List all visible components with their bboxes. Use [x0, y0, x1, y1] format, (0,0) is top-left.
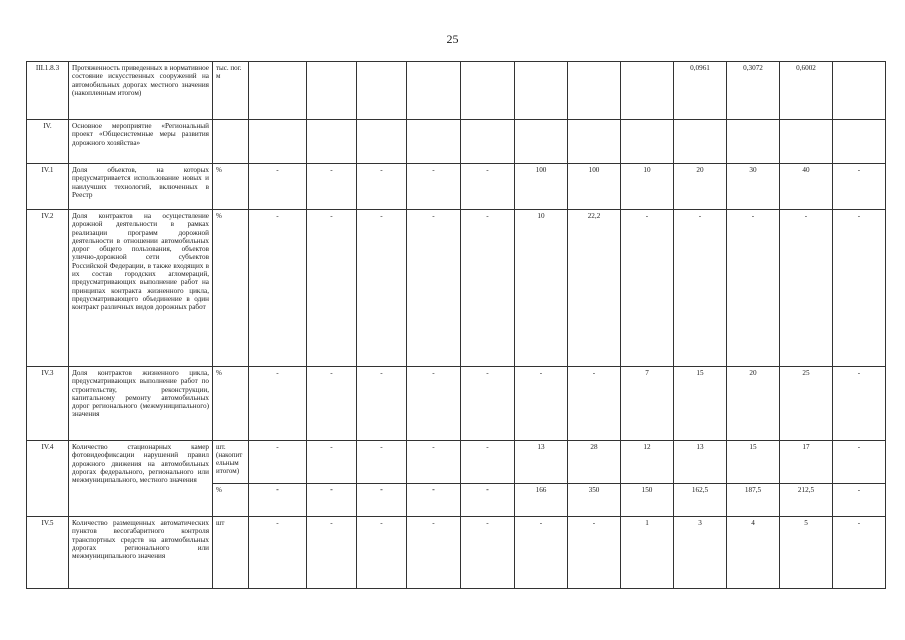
value-cell: - [461, 367, 515, 441]
value-cell [727, 120, 780, 164]
value-cell: 40 [780, 164, 833, 210]
value-cell: 15 [674, 367, 727, 441]
value-cell: - [307, 517, 357, 589]
value-cell: - [407, 164, 461, 210]
row-number: III.1.8.3 [27, 62, 69, 120]
value-cell: - [621, 210, 674, 367]
value-cell: 22,2 [568, 210, 621, 367]
value-cell: 17 [780, 441, 833, 484]
value-cell: - [357, 441, 407, 484]
indicators-table [26, 61, 886, 589]
indicator-name: Доля объектов, на которых предусматривается использование новых и наилучших технологий, включенных в Реестр [69, 164, 213, 210]
value-cell [307, 62, 357, 120]
value-cell [568, 62, 621, 120]
value-cell: - [568, 367, 621, 441]
value-cell: - [833, 164, 886, 210]
value-cell: - [780, 210, 833, 367]
value-cell [833, 120, 886, 164]
value-cell [621, 120, 674, 164]
value-cell: 30 [727, 164, 780, 210]
row-number: IV. [27, 120, 69, 164]
value-cell: - [407, 484, 461, 517]
value-cell: - [833, 367, 886, 441]
value-cell: 20 [674, 164, 727, 210]
value-cell: - [249, 164, 307, 210]
value-cell: 0,6002 [780, 62, 833, 120]
value-cell: - [307, 164, 357, 210]
value-cell: - [461, 517, 515, 589]
row-number: IV.4 [27, 441, 69, 517]
value-cell: 10 [621, 164, 674, 210]
value-cell [833, 62, 886, 120]
value-cell: 187,5 [727, 484, 780, 517]
value-cell: - [833, 484, 886, 517]
value-cell: - [727, 210, 780, 367]
value-cell: - [407, 210, 461, 367]
value-cell: - [833, 210, 886, 367]
value-cell: 100 [515, 164, 568, 210]
value-cell: 100 [568, 164, 621, 210]
value-cell: 28 [568, 441, 621, 484]
value-cell [249, 120, 307, 164]
indicator-name: Доля контрактов на осуществление дорожной деятельности в рамках реализации программ дорожной деятельности в отношении автомобильных дорог общего пользования, объектов улично-дорожной сети субъектов Российской Федерации, в также входящих в их состав городских агломераций, предусматривающих выполнение работ на принципах контракта жизненного цикла, предусматривающего объединение в один контракт различных видов дорожных работ [69, 210, 213, 367]
indicator-name: Доля контрактов жизненного цикла, предусматривающих выполнение работ по строительству, реконструкции, капитальному ремонту автомобильных дорог регионального (межмуниципального) значения [69, 367, 213, 441]
value-cell [461, 120, 515, 164]
value-cell: - [461, 164, 515, 210]
value-cell: - [407, 367, 461, 441]
value-cell: - [515, 517, 568, 589]
value-cell: 20 [727, 367, 780, 441]
value-cell: 13 [674, 441, 727, 484]
value-cell: 10 [515, 210, 568, 367]
value-cell: 1 [621, 517, 674, 589]
value-cell: 162,5 [674, 484, 727, 517]
table-row [27, 517, 886, 589]
value-cell: - [357, 210, 407, 367]
value-cell [357, 62, 407, 120]
row-number: IV.2 [27, 210, 69, 367]
row-number: IV.3 [27, 367, 69, 441]
table-row [27, 62, 886, 120]
value-cell: - [307, 210, 357, 367]
value-cell: - [249, 367, 307, 441]
value-cell: - [833, 441, 886, 484]
value-cell: - [357, 484, 407, 517]
table-row [27, 367, 886, 441]
value-cell: - [307, 367, 357, 441]
value-cell: 3 [674, 517, 727, 589]
value-cell [407, 62, 461, 120]
value-cell: 150 [621, 484, 674, 517]
value-cell: - [461, 441, 515, 484]
value-cell: 7 [621, 367, 674, 441]
unit-cell: % [213, 367, 249, 441]
value-cell: - [357, 367, 407, 441]
value-cell: 12 [621, 441, 674, 484]
indicator-name: Количество размещенных автоматических пунктов весогабаритного контроля транспортных средств на автомобильных дорогах регионального или межмуниципального значения [69, 517, 213, 589]
value-cell: 25 [780, 367, 833, 441]
value-cell: - [357, 517, 407, 589]
value-cell [568, 120, 621, 164]
value-cell [515, 120, 568, 164]
unit-cell: % [213, 210, 249, 367]
unit-cell: шт [213, 517, 249, 589]
value-cell [674, 120, 727, 164]
value-cell: - [249, 517, 307, 589]
value-cell: - [407, 517, 461, 589]
value-cell [461, 62, 515, 120]
table-row [27, 441, 886, 484]
value-cell: 166 [515, 484, 568, 517]
value-cell: - [461, 210, 515, 367]
value-cell: - [307, 484, 357, 517]
table-row [27, 120, 886, 164]
value-cell [621, 62, 674, 120]
unit-cell: % [213, 484, 249, 517]
row-number: IV.1 [27, 164, 69, 210]
page-number: 25 [446, 32, 459, 46]
unit-cell: шт. (накопительным итогом) [213, 441, 249, 484]
table-row [27, 210, 886, 367]
value-cell: - [249, 484, 307, 517]
value-cell: - [568, 517, 621, 589]
unit-cell [213, 120, 249, 164]
value-cell: - [249, 210, 307, 367]
value-cell [357, 120, 407, 164]
unit-cell: тыс. пог. м [213, 62, 249, 120]
value-cell: 5 [780, 517, 833, 589]
value-cell: - [515, 367, 568, 441]
value-cell [780, 120, 833, 164]
value-cell: 212,5 [780, 484, 833, 517]
indicator-name: Количество стационарных камер фотовидеофиксации нарушений правил дорожного движения на автомобильных дорогах федерального, регионального или межмуниципального, местного значения [69, 441, 213, 517]
value-cell: 4 [727, 517, 780, 589]
row-number: IV.5 [27, 517, 69, 589]
value-cell: 0,3072 [727, 62, 780, 120]
value-cell: - [357, 164, 407, 210]
value-cell [515, 62, 568, 120]
value-cell: 350 [568, 484, 621, 517]
value-cell: 15 [727, 441, 780, 484]
value-cell: 13 [515, 441, 568, 484]
value-cell: - [249, 441, 307, 484]
value-cell: - [674, 210, 727, 367]
indicator-name: Протяженность приведенных в нормативное состояние искусственных сооружений на автомобильных дорогах местного значения (накопленным итогом) [69, 62, 213, 120]
indicator-name: Основное мероприятие «Региональный проект «Общесистемные меры развития дорожного хозяйства» [69, 120, 213, 164]
value-cell [249, 62, 307, 120]
value-cell: - [833, 517, 886, 589]
value-cell [407, 120, 461, 164]
unit-cell: % [213, 164, 249, 210]
value-cell [307, 120, 357, 164]
value-cell: - [407, 441, 461, 484]
table-row [27, 164, 886, 210]
value-cell: - [307, 441, 357, 484]
value-cell: - [461, 484, 515, 517]
value-cell: 0,0961 [674, 62, 727, 120]
